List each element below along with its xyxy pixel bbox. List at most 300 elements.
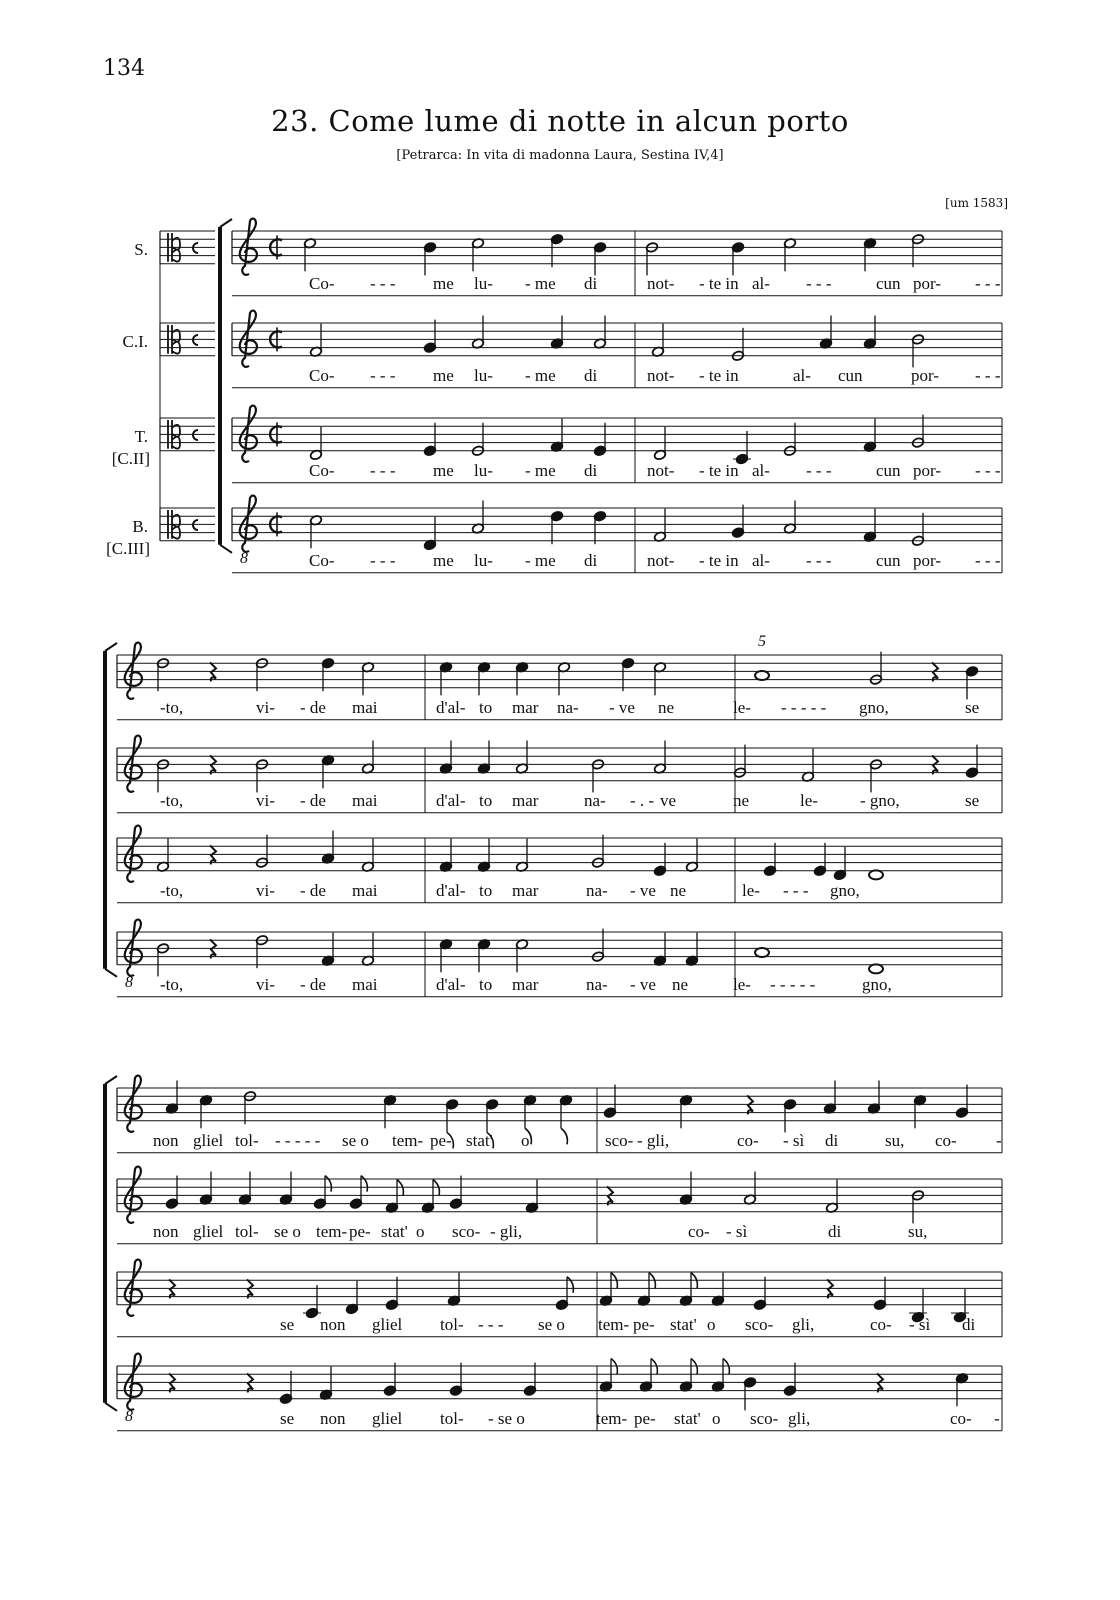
lyric-syllable: por- (913, 551, 941, 570)
lyric-syllable: mai (352, 698, 378, 717)
note (731, 328, 744, 362)
note-flag (567, 1277, 573, 1293)
note (869, 759, 882, 793)
note (255, 759, 268, 793)
note (156, 658, 169, 692)
note (199, 1095, 212, 1129)
lyric-syllable: -to, (160, 975, 184, 994)
note (863, 238, 876, 272)
note (279, 1172, 292, 1206)
lyric-syllable: sco- (750, 1409, 779, 1428)
note (869, 870, 883, 879)
lyric-syllable: not- (647, 461, 675, 480)
lyric-syllable: - - - (806, 274, 832, 293)
bracket-hook-bottom (105, 969, 117, 977)
lyric-syllable: - - - (975, 274, 1001, 293)
note (361, 839, 374, 873)
voice-label: T. (134, 427, 148, 446)
lyric-syllable: le- (733, 975, 751, 994)
lyric-syllable: d'al- (436, 881, 466, 900)
treble-clef-stroke (125, 736, 142, 792)
note (515, 741, 528, 775)
lyric-syllable: gliel (372, 1409, 403, 1428)
octave-marker: 8 (240, 549, 248, 567)
measure-number: 5 (758, 633, 766, 650)
note (321, 933, 334, 967)
lyric-syllable: na- (584, 791, 606, 810)
lyric-syllable: le- (733, 698, 751, 717)
treble-clef (240, 219, 257, 275)
lyric-syllable: pe- (349, 1222, 371, 1241)
note (731, 505, 744, 539)
note (557, 662, 570, 696)
note (591, 759, 604, 793)
lyric-syllable: - de (300, 791, 326, 810)
lyric-syllable: d'al- (436, 791, 466, 810)
bracket-hook-top (105, 1076, 117, 1084)
lyric-syllable: gno, (830, 881, 860, 900)
lyric-syllable: stat' (466, 1131, 493, 1150)
lyric-syllable: non (153, 1131, 179, 1150)
staff-voice-2 (232, 323, 1002, 388)
notehead (869, 870, 883, 879)
lyric-syllable: stat' (674, 1409, 701, 1428)
composition-date: [um 1583] (945, 196, 1008, 210)
note (593, 316, 606, 350)
note (653, 933, 666, 967)
note (515, 662, 528, 696)
note (423, 320, 436, 354)
note (911, 234, 924, 268)
lyric-syllable: - - - (478, 1315, 504, 1334)
lyric-syllable: - te in (699, 551, 739, 570)
note (711, 1359, 729, 1393)
lyric-syllable: mai (352, 975, 378, 994)
note (711, 1273, 724, 1307)
lyric-syllable: mar (512, 791, 539, 810)
note (550, 419, 563, 453)
note (477, 939, 490, 973)
note (651, 324, 664, 358)
lyric-syllable: - ve (630, 881, 656, 900)
lyric-syllable: mar (512, 975, 539, 994)
note (743, 1377, 756, 1411)
common-time (193, 430, 198, 440)
lyric-syllable: Co- (309, 366, 335, 385)
lyric-syllable: - de (300, 881, 326, 900)
note (755, 948, 769, 957)
note (679, 1273, 697, 1307)
lyric-syllable: me (433, 274, 454, 293)
treble-clef (125, 1354, 142, 1410)
lyric-syllable: se (280, 1409, 295, 1428)
common-time (193, 243, 198, 253)
note (911, 1190, 924, 1224)
lyric-syllable: tem- (596, 1409, 628, 1428)
note (156, 839, 169, 873)
note (421, 1180, 439, 1214)
lyric-syllable: Co- (309, 461, 335, 480)
lyric-syllable: to (479, 975, 493, 994)
note (449, 1176, 462, 1210)
note (863, 509, 876, 543)
note (471, 423, 484, 457)
lyric-syllable: d'al- (436, 975, 466, 994)
lyric-syllable: -to, (160, 698, 184, 717)
note (801, 749, 814, 783)
note (819, 316, 832, 350)
voice-label: C.I. (122, 332, 148, 351)
notehead (869, 964, 883, 973)
note (361, 933, 374, 967)
note (321, 831, 334, 865)
note (653, 662, 666, 696)
lyric-syllable: tol- (235, 1131, 259, 1150)
note (825, 1180, 838, 1214)
lyric-syllable: sco- (452, 1222, 481, 1241)
lyric-syllable: se (965, 698, 980, 717)
lyric-syllable: stat' (670, 1315, 697, 1334)
note (753, 1277, 766, 1311)
lyric-syllable: - - - (783, 881, 809, 900)
lyric-syllable: o (707, 1315, 716, 1334)
common-time (193, 520, 198, 530)
note (385, 1277, 398, 1311)
treble-clef-stroke (240, 219, 257, 275)
lyric-syllable: cun (876, 461, 901, 480)
note (733, 431, 751, 465)
note (653, 843, 666, 877)
incipit-voice-4 (160, 508, 215, 541)
note (637, 1273, 655, 1307)
lyric-syllable: por- (913, 461, 941, 480)
lyric-syllable: di (828, 1222, 842, 1241)
lyric-syllable: o (521, 1131, 530, 1150)
lyric-syllable: not- (647, 366, 675, 385)
note (447, 1273, 460, 1307)
treble-clef (125, 826, 142, 882)
lyric-syllable: cun (876, 551, 901, 570)
lyric-syllable: su, (885, 1131, 905, 1150)
lyric-syllable: al- (793, 366, 811, 385)
lyric-syllable: - se o (488, 1409, 525, 1428)
lyric-syllable: - sì (783, 1131, 805, 1150)
note (383, 1363, 396, 1397)
note (319, 1367, 332, 1401)
note (383, 1095, 396, 1129)
note (639, 1359, 657, 1393)
lyric-syllable: - de (300, 698, 326, 717)
lyric-syllable: di (962, 1315, 976, 1334)
note (477, 662, 490, 696)
note (439, 741, 452, 775)
lyric-syllable: - - - (975, 551, 1001, 570)
lyric-syllable: al- (752, 461, 770, 480)
note (550, 234, 563, 268)
lyric-syllable: pe- (430, 1131, 452, 1150)
note (165, 1176, 178, 1210)
lyric-syllable: - - - (370, 551, 396, 570)
lyric-syllable: gliel (193, 1222, 224, 1241)
lyric-syllable: - gli, (490, 1222, 523, 1241)
lyric-syllable: - - - - - (275, 1131, 321, 1150)
note (593, 511, 606, 545)
lyric-syllable: tol- (235, 1222, 259, 1241)
lyric-syllable: mai (352, 881, 378, 900)
note (823, 1081, 836, 1115)
note-flag (361, 1176, 367, 1192)
note (731, 242, 744, 276)
note (243, 1091, 256, 1125)
bracket-hook-bottom (220, 545, 232, 553)
lyric-syllable: - - - - - (781, 698, 827, 717)
note (361, 662, 374, 696)
lyric-syllable: - ve (630, 975, 656, 994)
lyric-syllable: por- (911, 366, 939, 385)
notehead (755, 948, 769, 957)
note (477, 839, 490, 873)
lyric-syllable: se o (538, 1315, 565, 1334)
lyric-syllable: -to, (160, 881, 184, 900)
lyric-syllable: na- (586, 975, 608, 994)
note (255, 835, 268, 869)
note (555, 1277, 573, 1311)
lyric-syllable: non (320, 1315, 346, 1334)
note (863, 419, 876, 453)
lyric-syllable: o (416, 1222, 425, 1241)
lyric-syllable: le- (800, 791, 818, 810)
lyric-syllable: lu- (474, 551, 493, 570)
lyric-syllable: non (320, 1409, 346, 1428)
treble-clef-stroke (125, 643, 142, 699)
note (763, 843, 776, 877)
treble-clef (125, 1167, 142, 1223)
note (755, 671, 769, 680)
bracket-hook-top (220, 219, 232, 227)
note (679, 1359, 697, 1393)
lyric-syllable: - - - (975, 461, 1001, 480)
incipit-voice-3 (160, 418, 215, 451)
lyric-syllable: gno, (859, 698, 889, 717)
note (439, 662, 452, 696)
note (685, 839, 698, 873)
incipit-voice-1 (160, 231, 215, 264)
lyric-syllable: - - - (370, 274, 396, 293)
note (593, 423, 606, 457)
lyric-syllable: gno, (862, 975, 892, 994)
note (255, 658, 268, 692)
note (515, 839, 528, 873)
lyric-syllable: se (280, 1315, 295, 1334)
treble-clef (240, 496, 257, 552)
treble-clef (125, 643, 142, 699)
note (955, 1085, 968, 1119)
lyric-syllable: - ve (609, 698, 635, 717)
treble-clef-stroke (125, 1354, 142, 1410)
note (385, 1180, 403, 1214)
notehead (755, 671, 769, 680)
note (599, 1359, 617, 1393)
lyric-syllable: lu- (474, 274, 493, 293)
lyric-syllable: gli, (788, 1409, 811, 1428)
lyric-syllable: non (153, 1222, 179, 1241)
note (559, 1095, 572, 1145)
lyric-syllable: co- (935, 1131, 957, 1150)
note (449, 1363, 462, 1397)
lyric-syllable: - de (300, 975, 326, 994)
lyric-syllable: to (479, 791, 493, 810)
lyric-syllable: co- (688, 1222, 710, 1241)
lyric-syllable: ne (658, 698, 675, 717)
treble-clef-stroke (125, 1167, 142, 1223)
lyric-syllable: not- (647, 274, 675, 293)
note (783, 501, 796, 535)
lyric-syllable: - me (525, 551, 556, 570)
lyric-syllable: - me (525, 274, 556, 293)
note (783, 423, 796, 457)
lyric-syllable: - me (525, 461, 556, 480)
lyric-syllable: di (584, 366, 598, 385)
note (591, 835, 604, 869)
treble-clef (125, 1260, 142, 1316)
lyric-syllable: Co- (309, 551, 335, 570)
text-source: [Petrarca: In vita di madonna Laura, Sestina IV,4] (396, 148, 724, 163)
treble-clef-stroke (125, 1076, 142, 1132)
lyric-syllable: lu- (474, 461, 493, 480)
lyric-syllable: - - - - - (770, 975, 816, 994)
lyric-syllable: vi- (256, 791, 275, 810)
lyric-syllable: co- (950, 1409, 972, 1428)
lyric-syllable: mai (352, 791, 378, 810)
note (471, 238, 484, 272)
lyric-syllable: not- (647, 551, 675, 570)
lyric-syllable: na- (557, 698, 579, 717)
lyric-syllable: di (584, 461, 598, 480)
note (869, 964, 883, 973)
note (965, 745, 978, 779)
treble-clef (240, 406, 257, 462)
note (321, 755, 334, 789)
lyric-syllable: - - - (806, 461, 832, 480)
voice-sublabel: [C.III] (106, 539, 150, 558)
lyric-syllable: to (479, 698, 493, 717)
lyric-syllable: tol- (440, 1315, 464, 1334)
lyric-syllable: mar (512, 881, 539, 900)
note (863, 316, 876, 350)
note (313, 1176, 331, 1210)
lyric-syllable: me (433, 551, 454, 570)
lyric-syllable: gliel (193, 1131, 224, 1150)
lyric-syllable: - (996, 1131, 1002, 1150)
lyric-syllable: cun (876, 274, 901, 293)
note (550, 511, 563, 545)
note (279, 1371, 292, 1405)
note (255, 935, 268, 969)
note (199, 1172, 212, 1206)
note (645, 242, 658, 276)
lyric-syllable: le- (742, 881, 760, 900)
lyric-syllable: ne (670, 881, 687, 900)
note (321, 658, 334, 692)
lyric-syllable: d'al- (436, 698, 466, 717)
lyric-syllable: sco- (745, 1315, 774, 1334)
lyric-syllable: di (584, 274, 598, 293)
system-1 (220, 219, 1002, 573)
lyric-syllable: -to, (160, 791, 184, 810)
treble-clef-stroke (240, 311, 257, 367)
note (349, 1176, 367, 1210)
system-3 (105, 1076, 1002, 1431)
note (156, 759, 169, 793)
lyric-syllable: gli, (792, 1315, 815, 1334)
lyric-syllable: - te in (699, 366, 739, 385)
voice-sublabel: [C.II] (111, 449, 150, 468)
note (361, 741, 374, 775)
note (593, 242, 606, 276)
note (303, 238, 316, 272)
note (156, 943, 169, 977)
note (423, 242, 436, 276)
lyric-syllable: - - - (975, 366, 1001, 385)
note (743, 1172, 756, 1206)
note (165, 1081, 178, 1115)
treble-clef (125, 736, 142, 792)
lyric-syllable: se (965, 791, 980, 810)
note (309, 324, 322, 358)
lyric-syllable: o (712, 1409, 721, 1428)
note (238, 1172, 251, 1206)
note-flag (325, 1176, 331, 1192)
note (550, 316, 563, 350)
note (867, 1081, 880, 1115)
note (653, 741, 666, 775)
lyric-syllable: vi- (256, 698, 275, 717)
lyric-syllable: ne (672, 975, 689, 994)
note (653, 427, 666, 461)
lyric-syllable: Co- (309, 274, 335, 293)
note (603, 1085, 616, 1119)
lyric-syllable: - . - (630, 791, 655, 810)
note (679, 1172, 692, 1206)
treble-clef-stroke (125, 920, 142, 976)
note (911, 513, 924, 547)
note-flag (561, 1128, 567, 1144)
lyric-syllable: - - - (370, 366, 396, 385)
treble-clef-stroke (125, 1260, 142, 1316)
lyric-syllable: tem- (392, 1131, 424, 1150)
lyric-syllable: ve (660, 791, 677, 810)
lyric-syllable: su, (908, 1222, 928, 1241)
lyric-syllable: pe- (634, 1409, 656, 1428)
staff-voice-3 (117, 838, 1002, 903)
note (913, 1095, 926, 1129)
lyric-syllable: di (584, 551, 598, 570)
note (833, 847, 846, 881)
note (309, 515, 322, 549)
note (309, 427, 322, 461)
lyric-syllable: ne (733, 791, 750, 810)
note (303, 1285, 321, 1319)
note (439, 939, 452, 973)
incipit-voice-2 (160, 323, 215, 356)
lyric-syllable: - (994, 1409, 1000, 1428)
note (813, 843, 826, 877)
lyric-syllable: - gli, (637, 1131, 670, 1150)
lyric-syllable: - te in (699, 274, 739, 293)
note (523, 1363, 536, 1397)
lyric-syllable: me (433, 461, 454, 480)
note (439, 839, 452, 873)
